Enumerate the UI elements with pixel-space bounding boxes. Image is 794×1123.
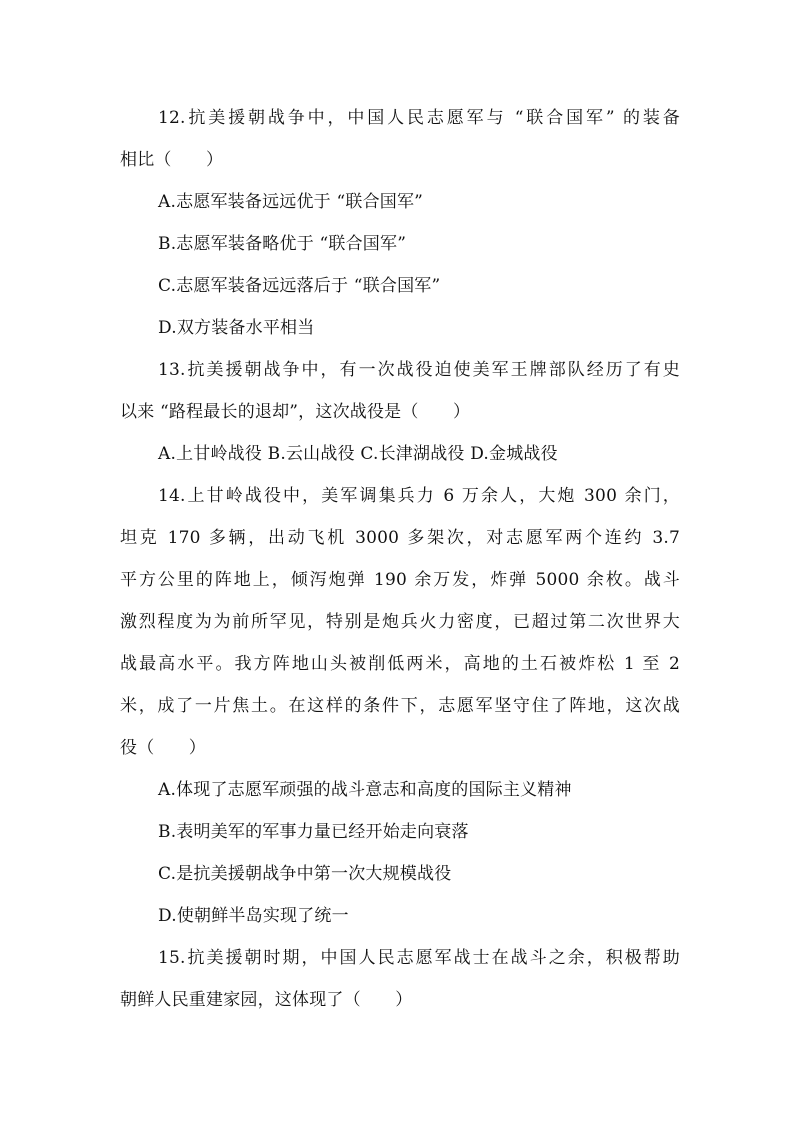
question-list: [120, 97, 680, 1021]
question-stem-line: 13.抗美援朝战争中，有一次战役迫使美军王牌部队经历了有史: [158, 360, 680, 380]
question-14: [120, 475, 680, 937]
question-stem-line: 平方公里的阵地上，倾泻炮弹 190 余万发，炸弹 5000 余枚。战斗: [120, 570, 680, 590]
question-stem-line: 米，成了一片焦土。在这样的条件下，志愿军坚守住了阵地，这次战: [120, 696, 680, 716]
question-stem-line: 14.上甘岭战役中，美军调集兵力 6 万余人，大炮 300 余门，: [158, 486, 680, 506]
answer-option-c: C.志愿军装备远远落后于 “联合国军”: [158, 276, 441, 296]
question-stem-line: 12.抗美援朝战争中，中国人民志愿军与 “联合国军” 的装备: [158, 108, 680, 128]
question-13: [120, 349, 680, 475]
question-stem-line: 役（ ）: [120, 738, 206, 758]
question-stem-line: 相比（ ）: [120, 150, 224, 170]
answer-option-a: A.志愿军装备远远优于 “联合国军”: [158, 192, 424, 212]
question-stem-line: 激烈程度为为前所罕见，特别是炮兵火力密度，已超过第二次世界大: [120, 612, 680, 632]
answer-option-d: D.使朝鲜半岛实现了统一: [158, 906, 349, 926]
question-stem-line: 坦克 170 多辆，出动飞机 3000 多架次，对志愿军两个连约 3.7: [120, 528, 680, 548]
question-stem-line: 朝鲜人民重建家园，这体现了（ ）: [120, 990, 413, 1010]
answer-option-a: A.体现了志愿军顽强的战斗意志和高度的国际主义精神: [158, 780, 572, 800]
answer-options-row: A.上甘岭战役 B.云山战役 C.长津湖战役 D.金城战役: [158, 444, 558, 464]
question-15: [120, 937, 680, 1021]
question-stem-line: 以来 “路程最长的退却”，这次战役是（ ）: [120, 402, 471, 422]
answer-option-b: B.表明美军的军事力量已经开始走向衰落: [158, 822, 469, 842]
answer-option-b: B.志愿军装备略优于 “联合国军”: [158, 234, 407, 254]
question-12: [120, 97, 680, 349]
answer-option-c: C.是抗美援朝战争中第一次大规模战役: [158, 864, 452, 884]
question-stem-line: 15.抗美援朝时期，中国人民志愿军战士在战斗之余，积极帮助: [158, 948, 680, 968]
question-stem-line: 战最高水平。我方阵地山头被削低两米，高地的土石被炸松 1 至 2: [120, 654, 680, 674]
answer-option-d: D.双方装备水平相当: [158, 318, 315, 338]
